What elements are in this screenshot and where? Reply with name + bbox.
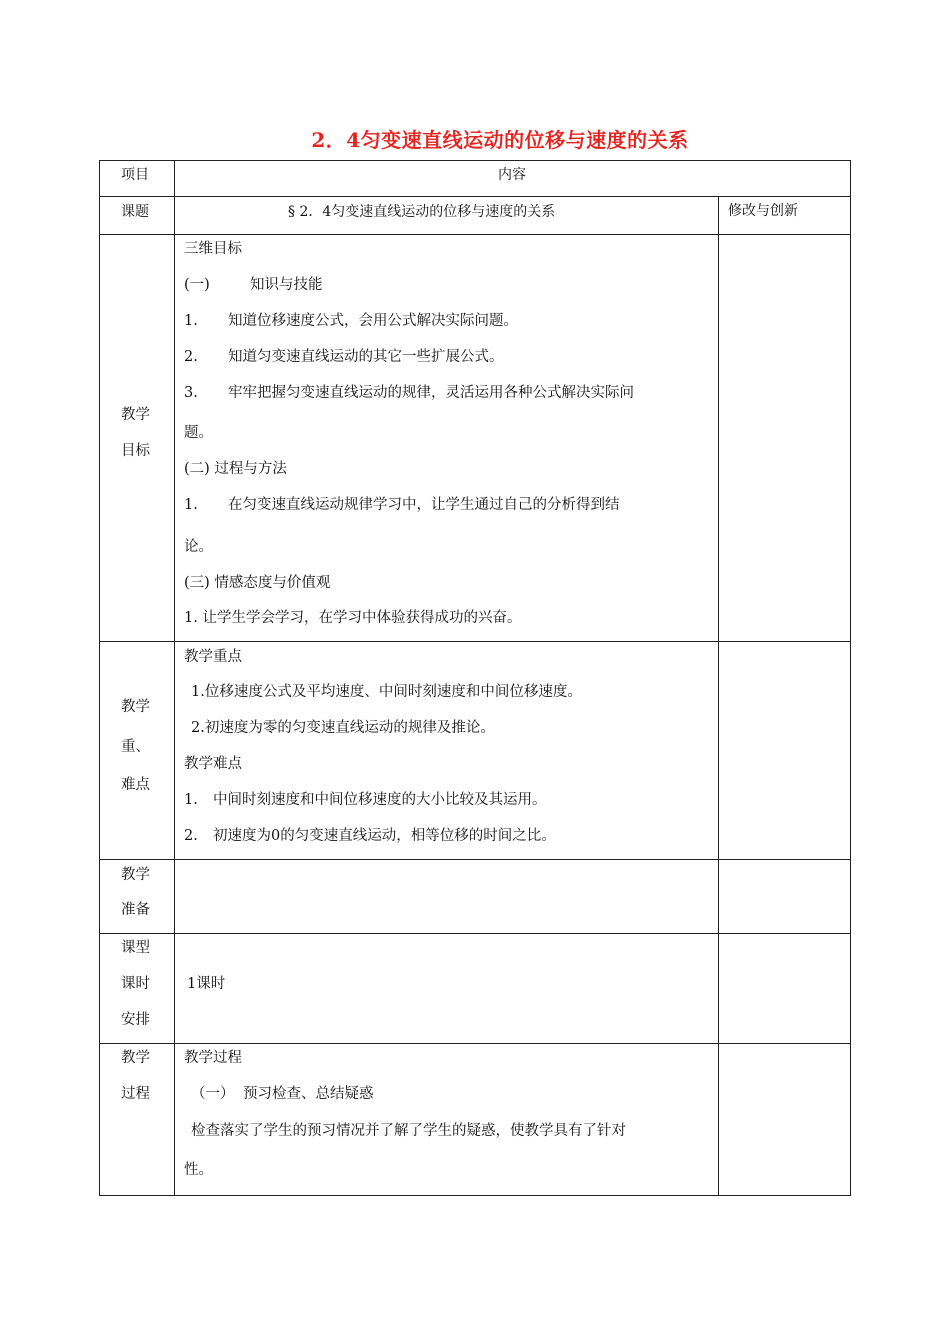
goals-label-2: 目标 (121, 443, 150, 459)
goals-section-3: (三) 情感态度与价值观 (184, 575, 331, 591)
document-title: 2．4匀变速直线运动的位移与速度的关系 (311, 128, 689, 152)
process-heading: 教学过程 (184, 1050, 242, 1066)
header-content: 内容 (498, 167, 526, 183)
goals-section-1: (一) 知识与技能 (184, 277, 323, 293)
notes-column-label: 修改与创新 (728, 203, 798, 219)
schedule-label-3: 安排 (121, 1012, 150, 1028)
prep-label-1: 教学 (121, 867, 150, 883)
goals-section-2: (二) 过程与方法 (184, 461, 287, 477)
focus-label-1: 教学 (121, 699, 150, 715)
prep-label-2: 准备 (121, 902, 150, 918)
focus-label-2: 重、 (121, 739, 150, 755)
goals-item-4-cont: 论。 (184, 539, 213, 555)
process-label-1: 教学 (121, 1050, 150, 1066)
focus-label-3: 难点 (121, 777, 150, 793)
goals-item-5: 1. 让学生学会学习，在学习中体验获得成功的兴奋。 (184, 610, 522, 626)
goals-label-1: 教学 (121, 407, 150, 423)
schedule-label-2: 课时 (121, 976, 150, 992)
goals-item-1: 1. 知道位移速度公式，会用公式解决实际问题。 (184, 313, 518, 329)
process-section-1: （一） 预习检查、总结疑惑 (191, 1086, 374, 1102)
goals-item-3-cont: 题。 (184, 425, 213, 441)
schedule-label-1: 课型 (121, 940, 150, 956)
goals-item-3: 3. 牢牢把握匀变速直线运动的规律，灵活运用各种公式解决实际问 (184, 385, 634, 401)
key-point-1: 1.位移速度公式及平均速度、中间时刻速度和中间位移速度。 (191, 684, 582, 700)
key-point-2: 2.初速度为零的匀变速直线运动的规律及推论。 (191, 720, 495, 736)
topic-content: § 2．4匀变速直线运动的位移与速度的关系 (288, 204, 556, 220)
process-paragraph-cont: 性。 (184, 1162, 213, 1178)
difficulty-heading: 教学难点 (184, 756, 242, 772)
process-label-2: 过程 (121, 1086, 150, 1102)
goals-item-4: 1. 在匀变速直线运动规律学习中，让学生通过自己的分析得到结 (184, 497, 620, 513)
goals-item-2: 2. 知道匀变速直线运动的其它一些扩展公式。 (184, 349, 504, 365)
difficulty-1: 1. 中间时刻速度和中间位移速度的大小比较及其运用。 (184, 792, 547, 808)
key-points-heading: 教学重点 (184, 649, 242, 665)
topic-label: 课题 (121, 204, 149, 220)
schedule-content: 1课时 (187, 976, 226, 992)
difficulty-2: 2. 初速度为0的匀变速直线运动，相等位移的时间之比。 (184, 828, 556, 844)
header-item: 项目 (121, 167, 149, 183)
process-paragraph: 检查落实了学生的预习情况并了解了学生的疑惑，使教学具有了针对 (191, 1123, 626, 1139)
goals-heading: 三维目标 (184, 241, 242, 257)
